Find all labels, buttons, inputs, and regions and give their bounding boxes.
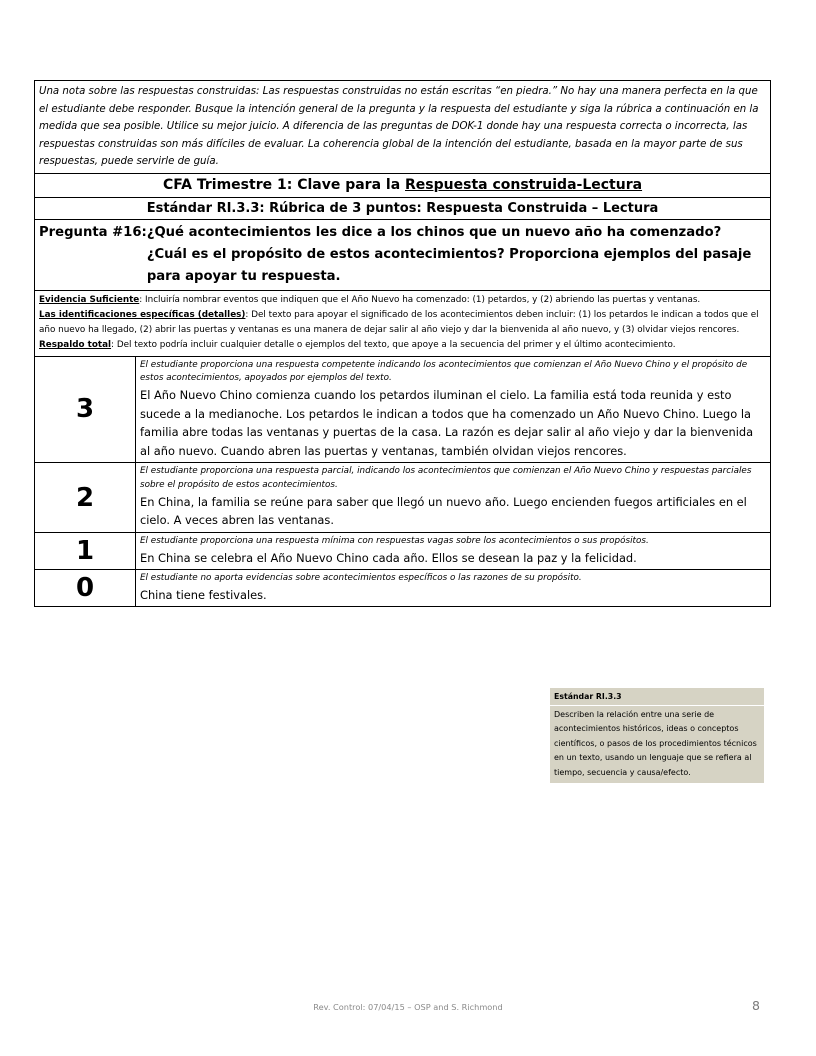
sample-response: En China, la familia se reúne para saber que llegó un nuevo año. Luego encienden fuegos artificiales en el cielo. A veces abren las ventanas. [140, 494, 747, 528]
question-cell [35, 219, 771, 290]
question-line-1: ¿Qué acontecimientos les dice a los chinos que un nuevo año ha comenzado? [146, 224, 722, 240]
score-description: El estudiante no aporta evidencias sobre acontecimientos específicos o las razones de su propósito. [140, 573, 582, 584]
evidence-item [39, 338, 766, 353]
evidence-text: Del texto podría incluir cualquier detalle o ejemplos del texto, que apoye a la secuencia del primer y el último acontecimiento. [116, 340, 676, 351]
question-row [35, 219, 771, 290]
evidence-text: Incluiría nombrar eventos que indiquen que el Año Nuevo ha comenzado: (1) petardos, y (2) abriendo las puertas y ventanas. [145, 294, 701, 305]
evidence-label: Respaldo total [39, 340, 112, 351]
score-description: El estudiante proporciona una respuesta competente indicando los acontecimientos que comienzan el Año Nuevo Chino y el propósito de estos acontecimientos, apoyados por ejemplos del texto. [140, 359, 748, 384]
evidence-cell [35, 290, 771, 356]
score-value: 3 [35, 356, 136, 463]
score-description-cell [136, 532, 771, 569]
evidence-sep: : [139, 294, 146, 305]
standard-heading: Estándar RI.3.3: Rúbrica de 3 puntos: Respuesta Construida – Lectura [35, 197, 771, 219]
note-row [35, 81, 771, 174]
evidence-text: Del texto para apoyar el significado de los acontecimientos deben incluir: (1) los petardos le indican a todos que el año nuevo ha llegado, (2) abrir las puertas y ventanas es una manera de dejar salir al año viejo y dar la bienvenida al año nuevo, y (3) olvidar viejos rencores. [39, 309, 759, 336]
title-row [35, 173, 771, 197]
rubric-title-underlined: Respuesta construida-Lectura [405, 176, 643, 193]
score-value: 2 [35, 463, 136, 533]
score-row [35, 356, 771, 463]
evidence-label: Evidencia Suficiente [39, 294, 140, 305]
evidence-item [39, 293, 766, 308]
sidebar-title: Estándar RI.3.3 [550, 688, 764, 705]
evidence-item [39, 308, 766, 339]
score-description-cell [136, 570, 771, 607]
footer-revision: Rev. Control: 07/04/15 – OSP and S. Richmond [313, 1002, 503, 1012]
evidence-row [35, 290, 771, 356]
score-row [35, 463, 771, 533]
evidence-sep: : [111, 340, 117, 351]
score-value: 0 [35, 570, 136, 607]
score-description: El estudiante proporciona una respuesta mínima con respuestas vagas sobre los acontecimientos o sus propósitos. [140, 535, 649, 546]
standard-row [35, 197, 771, 219]
evidence-label: Las identificaciones específicas (detalles) [39, 309, 246, 320]
score-row [35, 570, 771, 607]
sidebar-body: Describen la relación entre una serie de acontecimientos históricos, ideas o conceptos científicos, o pasos de los procedimientos técnicos en un texto, usando un lenguaje que se refiera al tiempo, secuencia y causa/efecto. [550, 705, 764, 783]
note-text: Una nota sobre las respuestas construidas: Las respuestas construidas no están escritas “en piedra.” No hay una manera perfecta en la que el estudiante debe responder. Busque la intención general de la pregunta y la respuesta del estudiante y siga la rúbrica a continuación en la medida que sea posible. Utilice su mejor juicio. A diferencia de las preguntas de DOK-1 donde hay una respuesta correcta o incorrecta, las respuestas construidas son más difíciles de evaluar. La coherencia global de la intención del estudiante, basada en la mayor parte de sus respuestas, puede servirle de guía. [35, 81, 771, 174]
score-value: 1 [35, 532, 136, 569]
standard-sidebar [550, 688, 764, 783]
question-number: Pregunta #16: [39, 224, 147, 240]
sample-response: El Año Nuevo Chino comienza cuando los petardos iluminan el cielo. La familia está toda reunida y esto sucede a la medianoche. Los petardos le indican a todos que ha comenzado un Año Nuevo Chino. Luego la familia abre todas las ventanas y puertas de la casa. La razón es dejar salir al año viejo y dar la bienvenida al año nuevo. Cuando abren las puertas y ventanas, también olvidan viejos rencores. [140, 388, 754, 458]
sample-response: China tiene festivales. [140, 587, 267, 602]
page-number: 8 [752, 998, 760, 1013]
rubric-table [34, 80, 771, 607]
rubric-title-prefix: CFA Trimestre 1: Clave para la [162, 176, 406, 193]
rubric-title [35, 173, 771, 197]
score-description-cell [136, 463, 771, 533]
score-row [35, 532, 771, 569]
score-description-cell [136, 356, 771, 463]
score-description: El estudiante proporciona una respuesta parcial, indicando los acontecimientos que comienzan el Año Nuevo Chino y respuestas parciales sobre el propósito de estos acontecimientos. [140, 466, 752, 491]
question-line-2: ¿Cuál es el propósito de estos acontecimientos? Proporciona ejemplos del pasaje para apoyar tu respuesta. [146, 246, 752, 284]
sample-response: En China se celebra el Año Nuevo Chino cada año. Ellos se desean la paz y la felicidad. [140, 550, 637, 565]
evidence-sep: : [245, 309, 252, 320]
